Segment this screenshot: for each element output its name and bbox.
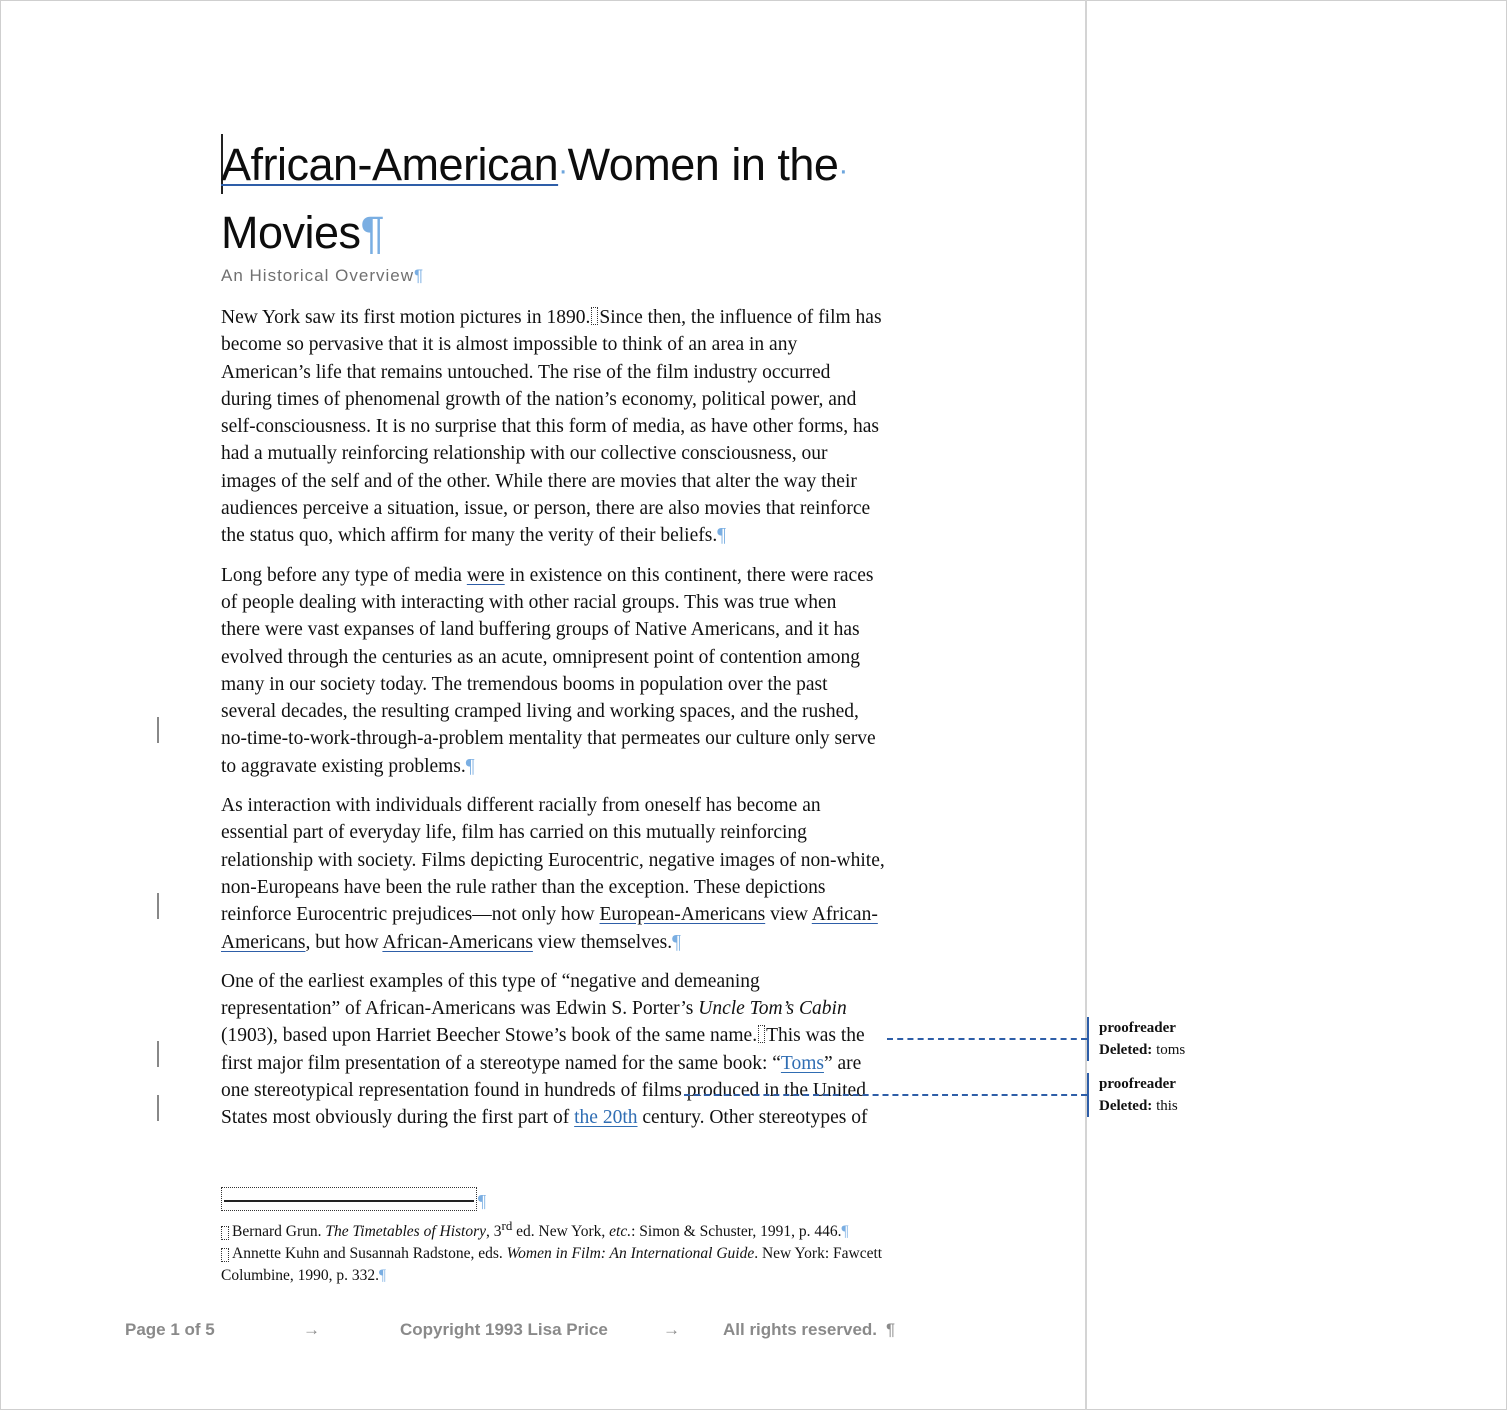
comment-deleted-text: this — [1156, 1098, 1178, 1114]
tracked-insertion[interactable]: were — [466, 564, 505, 586]
title-text[interactable]: Women in the — [567, 139, 839, 190]
footnote-1[interactable]: Bernard Grun. The Timetables of History, 3rd ed. New York, etc.: Simon & Schuster, 1991, p. 446.¶ — [221, 1215, 981, 1243]
comment-leader-line — [887, 1038, 1087, 1040]
tracked-insertion[interactable]: African-Americans — [382, 931, 533, 953]
document-subtitle[interactable] — [221, 266, 961, 286]
footnote-reference-1[interactable] — [591, 307, 598, 325]
pilcrow-mark: ¶ — [886, 1320, 896, 1339]
footnote-2[interactable]: Annette Kuhn and Susannah Radstone, eds. Women in Film: An International Guide. New York: Fawcett — [221, 1243, 981, 1265]
title-tracked-insertion[interactable]: African-American — [221, 139, 559, 190]
footnote-separator — [221, 1187, 477, 1211]
paragraph-3[interactable]: As interaction with individuals different racially from oneself has become an essential part of everyday life, film has carried on this mutually reinforcing relationship with society. Films depicting Eurocentric, negative images of non-white, non-Europeans have been the rule rather than the exception. These depictions reinforce Eurocentric prejudices—not only how European-Americans view African- Americans, but how African-Americans view themselves.¶ — [221, 795, 885, 953]
comment-leader-line — [684, 1094, 1087, 1096]
footnote-reference-2[interactable] — [758, 1025, 765, 1043]
footer-copyright: Copyright 1993 Lisa Price — [400, 1320, 608, 1339]
comment-margin-divider — [1085, 0, 1087, 1410]
comment-deleted-text: toms — [1156, 1042, 1186, 1058]
tracked-insertion-link[interactable]: Toms — [780, 1052, 824, 1074]
pilcrow-mark: ¶ — [379, 1267, 387, 1285]
title-text-line2[interactable]: Movies — [221, 207, 361, 258]
footer-rights: All rights reserved. — [723, 1320, 878, 1339]
comment-balloon[interactable] — [1087, 1017, 1319, 1061]
pilcrow-mark: ¶ — [841, 1223, 849, 1241]
paragraph-4[interactable]: One of the earliest examples of this type of “negative and demeaning representation” of African-Americans was Edwin S. Porter’s Uncle Tom’s Cabin (1903), based upon Harriet Beecher Stowe’s book of the same name. This was the first major film presentation of a stereotype named for the same book: “Toms” are one stereotypical representation found in hundreds of films produced in the United States most obviously during the first part of the 20th century. Other stereotypes of — [221, 970, 868, 1129]
tracked-insertion[interactable]: Americans — [221, 931, 306, 953]
footer-page-number: Page 1 of 5 — [125, 1320, 215, 1339]
comment-author: proofreader — [1099, 1020, 1176, 1036]
pilcrow-mark: ¶ — [717, 525, 727, 547]
paragraph-1[interactable]: New York saw its first motion pictures in 1890. Since then, the influence of film has become so pervasive that it is almost impossible to think of an area in any American’s life that remains untouched. The rise of the film industry occurred during times of phenomenal growth of the nation’s economy, political power, and self-consciousness. It is no surprise that this form of media, as have other forms, has had a mutually reinforcing relationship with our collective consciousness, our images of the self and of the other. While there are movies that alter the way their audiences perceive a situation, issue, or person, there are also movies that reinforce the status quo, which affirm for many the verity of their beliefs.¶ — [221, 307, 882, 547]
tab-arrow: → — [303, 1320, 320, 1339]
comment-label: Deleted: — [1099, 1098, 1153, 1114]
pilcrow-mark: ¶ — [478, 1191, 487, 1211]
pilcrow-mark: ¶ — [465, 755, 475, 777]
footnotes[interactable] — [221, 1215, 981, 1287]
pilcrow-mark: ¶ — [672, 931, 681, 953]
pilcrow-mark: ¶ — [414, 266, 425, 285]
document-body[interactable] — [221, 134, 961, 1144]
tab-arrow: → — [663, 1320, 680, 1339]
subtitle-text[interactable]: An Historical Overview — [221, 266, 414, 285]
comment-balloon[interactable] — [1087, 1073, 1319, 1117]
footnote-marker — [221, 1248, 229, 1262]
change-bar — [157, 893, 159, 919]
paragraph-2[interactable]: Long before any type of media were in existence on this continent, there were races of people dealing with interacting with other racial groups. This was true when there were vast expanses of land buffering groups of Native Americans, and it has evolved through the centuries as an acute, omnipresent point of contention among many in our society today. The tremendous booms in population over the past several decades, the resulting cramped living and working spaces, and the rushed, no-time-to-work-through-a-problem mentality that permeates our culture only serve to aggravate existing problems.¶ — [221, 564, 876, 777]
pilcrow-mark: ¶ — [360, 207, 385, 258]
footnote-marker — [221, 1226, 229, 1240]
change-bar — [157, 1095, 159, 1121]
footnote-2-continued[interactable]: Columbine, 1990, p. 332.¶ — [221, 1267, 387, 1285]
comment-author: proofreader — [1099, 1076, 1176, 1092]
comment-label: Deleted: — [1099, 1042, 1153, 1058]
tracked-insertion[interactable]: European-Americans — [599, 904, 766, 926]
tracked-insertion-link[interactable]: the 20th — [574, 1107, 638, 1129]
change-bar — [157, 1041, 159, 1067]
tracked-insertion[interactable]: African- — [811, 904, 878, 926]
change-bar — [157, 717, 159, 743]
document-title[interactable]: African-American·Women in the· Movies¶ — [221, 139, 848, 258]
